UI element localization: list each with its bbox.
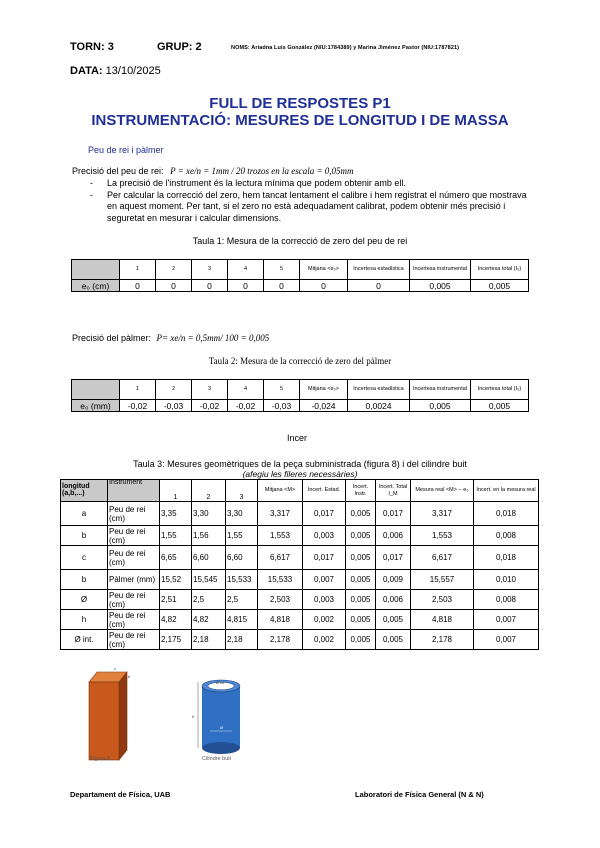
- table-header: 3: [226, 480, 258, 502]
- table-cell: 0,017: [376, 502, 411, 526]
- table-cell: 2,5: [192, 590, 226, 610]
- table-cell: 1,55: [226, 526, 258, 546]
- instrument-cell: Peu de rei (cm): [108, 502, 160, 526]
- table3-caption: Taula 3: Mesures geomètriques de la peça subministrada (figura 8) i del cilindre buit: [133, 459, 467, 469]
- torn-field: TORN: 3: [70, 41, 114, 53]
- table3-subcaption: (afegiu les fileres necessàries): [242, 469, 358, 479]
- table-cell: 4,82: [192, 610, 226, 630]
- row-label: Ø int.: [61, 630, 108, 650]
- table-cell: 0,002: [303, 610, 346, 630]
- table-cell: 0,006: [376, 526, 411, 546]
- table-header: 2: [156, 260, 192, 280]
- table-cell: 0,005: [410, 400, 471, 412]
- table-cell: 0,008: [474, 526, 539, 546]
- table-row: [61, 630, 539, 650]
- page-title: FULL DE RESPOSTES P1 INSTRUMENTACIÓ: MESURES DE LONGITUD I DE MASSA: [91, 95, 509, 129]
- table-cell: -0,02: [120, 400, 156, 412]
- table-cell: 0,017: [303, 502, 346, 526]
- table1: [71, 259, 529, 292]
- table-row: [61, 546, 539, 570]
- table-cell: 0,018: [474, 546, 539, 570]
- table-cell: 0,002: [303, 630, 346, 650]
- instrument-cell: Peu de rei (cm): [108, 630, 160, 650]
- table-cell: 1,56: [192, 526, 226, 546]
- table-cell: 3,35: [160, 502, 192, 526]
- table-cell: -0,03: [156, 400, 192, 412]
- table1-corner: [72, 260, 120, 280]
- table-cell: 0,006: [376, 590, 411, 610]
- table-cell: 0,007: [303, 570, 346, 590]
- table-header: 1: [120, 260, 156, 280]
- table-header: 5: [264, 380, 300, 400]
- table-cell: 6,65: [160, 546, 192, 570]
- table-header: Incertesa estadística: [348, 380, 410, 400]
- cyl-label-base: Ø: [220, 725, 224, 730]
- table-header: 2: [192, 480, 226, 502]
- list-item: - Per calcular la correcció del zero, hem tancat lentament el calibre i hem registrat el número que mostrava en aquest moment. Per tant, si el zero no està adequadament calibrat, podem obtenir més precisió i seguretat en mesurar i calcular dimensions.: [90, 190, 532, 225]
- table-row: [61, 590, 539, 610]
- table-cell: 2,175: [160, 630, 192, 650]
- table-cell: 1,55: [160, 526, 192, 546]
- instrument-cell: Peu de rei (cm): [108, 546, 160, 570]
- table-cell: -0,024: [300, 400, 348, 412]
- table-cell: 0,005: [410, 280, 471, 292]
- table2-corner: [72, 380, 120, 400]
- table-cell: 2,503: [258, 590, 303, 610]
- grup-field: GRUP: 2: [157, 41, 202, 53]
- table-cell: 0,005: [346, 590, 376, 610]
- table-cell: 15,52: [160, 570, 192, 590]
- table-cell: 0: [192, 280, 228, 292]
- table-header: Incertesa instrumental: [410, 380, 471, 400]
- table-cell: 6,617: [411, 546, 474, 570]
- table-cell: 3,30: [192, 502, 226, 526]
- caliper-precision: Precisió del peu de rei: P = xe/n = 1mm / 20 trozos en la escala = 0,05mm: [72, 166, 354, 176]
- table-header: Mitjana <M>: [258, 480, 303, 502]
- table-cell: 0,008: [474, 590, 539, 610]
- stray-text: Incer: [287, 433, 308, 443]
- table-cell: 4,818: [411, 610, 474, 630]
- table-cell: 2,51: [160, 590, 192, 610]
- table-header: 1: [160, 480, 192, 502]
- table-cell: 0,003: [303, 526, 346, 546]
- table-cell: -0,03: [264, 400, 300, 412]
- instrument-cell: Pàlmer (mm): [108, 570, 160, 590]
- table2: [71, 379, 529, 412]
- table-cell: 0: [156, 280, 192, 292]
- table-header: 2: [156, 380, 192, 400]
- svg-text:b: b: [128, 674, 131, 679]
- table-cell: 3,317: [258, 502, 303, 526]
- table-cell: 0,005: [346, 610, 376, 630]
- table-cell: 0,009: [376, 570, 411, 590]
- cylinder-caption: Cilindre buit: [202, 756, 232, 762]
- table3: [60, 479, 539, 650]
- caliper-formula: P = xe/n = 1mm / 20 trozos en la escala = 0,05mm: [170, 166, 354, 176]
- row-label: h: [61, 610, 108, 630]
- table-cell: 15,545: [192, 570, 226, 590]
- table-cell: 15,557: [411, 570, 474, 590]
- table-cell: 0,005: [376, 610, 411, 630]
- date-field: DATA: 13/10/2025: [70, 65, 161, 77]
- table-header: Mesura real <M> − e₀: [411, 480, 474, 502]
- table-header: 5: [264, 260, 300, 280]
- table-header: 4: [228, 260, 264, 280]
- svg-text:c: c: [114, 668, 116, 671]
- table-cell: 0,005: [346, 630, 376, 650]
- table-header: longitud (a,b,...): [61, 480, 108, 502]
- table-header: Instrument: [108, 480, 160, 502]
- table-cell: 0,007: [474, 610, 539, 630]
- table-cell: 0: [348, 280, 410, 292]
- instrument-cell: Peu de rei (cm): [108, 590, 160, 610]
- table-cell: 0,005: [471, 280, 529, 292]
- row-label: b: [61, 526, 108, 546]
- table-cell: 0,005: [376, 630, 411, 650]
- table-cell: 4,82: [160, 610, 192, 630]
- table-header: Incertesa total (I₀): [471, 380, 529, 400]
- table-cell: 0,005: [346, 526, 376, 546]
- row-label: b: [61, 570, 108, 590]
- student-names: NOMS: Ariadna Luis González (NIU:1784389) y Marina Jiménez Pastor (NIU:1787821): [231, 45, 460, 51]
- table-row: [61, 570, 539, 590]
- caliper-notes: [90, 178, 532, 224]
- table-header: Incertesa instrumental: [410, 260, 471, 280]
- table-row: [61, 526, 539, 546]
- table-cell: 2,5: [226, 590, 258, 610]
- table-cell: 2,178: [411, 630, 474, 650]
- row-label: a: [61, 502, 108, 526]
- table-cell: 15,533: [258, 570, 303, 590]
- table-header: Incert. Total I_M: [376, 480, 411, 502]
- table-cell: 0,018: [474, 502, 539, 526]
- row-label: e₀ (mm): [72, 400, 120, 412]
- table-cell: 15,533: [226, 570, 258, 590]
- list-item: - La precisió de l'instrument és la lectura mínima que podem obtenir amb ell.: [90, 178, 532, 190]
- table-cell: 6,60: [192, 546, 226, 570]
- row-label: e₀ (cm): [72, 280, 120, 292]
- table-cell: 3,30: [226, 502, 258, 526]
- palmer-precision: Precisió del pàlmer: P= xe/n = 0,5mm/ 100 = 0,005: [72, 333, 270, 343]
- table-cell: 0,003: [303, 590, 346, 610]
- table-cell: 0: [300, 280, 348, 292]
- table-cell: 0,017: [376, 546, 411, 570]
- table-row: [72, 280, 529, 292]
- cyl-label-top: Ø int: [216, 680, 225, 685]
- table-cell: -0,02: [192, 400, 228, 412]
- table-header: 3: [192, 380, 228, 400]
- table-row: [72, 400, 529, 412]
- table-cell: 2,503: [411, 590, 474, 610]
- table-header: 1: [120, 380, 156, 400]
- table-header: Mitjana <e₀>: [300, 380, 348, 400]
- table-header: 3: [192, 260, 228, 280]
- table-cell: 2,18: [226, 630, 258, 650]
- instrument-cell: Peu de rei (cm): [108, 526, 160, 546]
- footer-right: Laboratori de Física General (N & N): [355, 790, 484, 799]
- table-cell: 0,007: [474, 630, 539, 650]
- figure-8-block: [84, 668, 136, 768]
- table-cell: 2,178: [258, 630, 303, 650]
- table-cell: 0,005: [346, 502, 376, 526]
- table-cell: 0: [264, 280, 300, 292]
- table-cell: 0: [228, 280, 264, 292]
- instrument-cell: Peu de rei (cm): [108, 610, 160, 630]
- table-cell: 6,60: [226, 546, 258, 570]
- table2-caption: Taula 2: Mesura de la correcció de zero del pàlmer: [208, 356, 392, 366]
- table-header: Incertesa estadística: [348, 260, 410, 280]
- table-cell: 1,553: [258, 526, 303, 546]
- palmer-formula: P= xe/n = 0,5mm/ 100 = 0,005: [156, 333, 270, 343]
- table-header: Incert. Estad.: [303, 480, 346, 502]
- section-heading: Peu de rei i pàlmer: [88, 145, 164, 155]
- table1-caption: Taula 1: Mesura de la correcció de zero del peu de rei: [192, 236, 408, 246]
- table-cell: -0,02: [228, 400, 264, 412]
- table-cell: 0,017: [303, 546, 346, 570]
- table-cell: 0,0024: [348, 400, 410, 412]
- table-header: Incertesa total (I₀): [471, 260, 529, 280]
- footer-left: Departament de Física, UAB: [70, 790, 171, 799]
- row-label: Ø: [61, 590, 108, 610]
- table-row: [61, 610, 539, 630]
- table-header: Incert. en la mesura real: [474, 480, 539, 502]
- table-row: [61, 502, 539, 526]
- figure-8-caption: Figura 8: [90, 756, 111, 762]
- table-header: 4: [228, 380, 264, 400]
- hollow-cylinder: [190, 676, 246, 758]
- table-cell: 0,005: [346, 570, 376, 590]
- table-cell: 0,005: [346, 546, 376, 570]
- table-header: Incert. Instr.: [346, 480, 376, 502]
- row-label: c: [61, 546, 108, 570]
- table-cell: 6,617: [258, 546, 303, 570]
- table-header: Mitjana <e₀>: [300, 260, 348, 280]
- table-cell: 2,18: [192, 630, 226, 650]
- table-cell: 4,818: [258, 610, 303, 630]
- cyl-label-side: h: [192, 714, 195, 719]
- table-cell: 0,010: [474, 570, 539, 590]
- table-cell: 1,553: [411, 526, 474, 546]
- table-cell: 3,317: [411, 502, 474, 526]
- table-cell: 0: [120, 280, 156, 292]
- table-cell: 4,815: [226, 610, 258, 630]
- table-cell: 0,005: [471, 400, 529, 412]
